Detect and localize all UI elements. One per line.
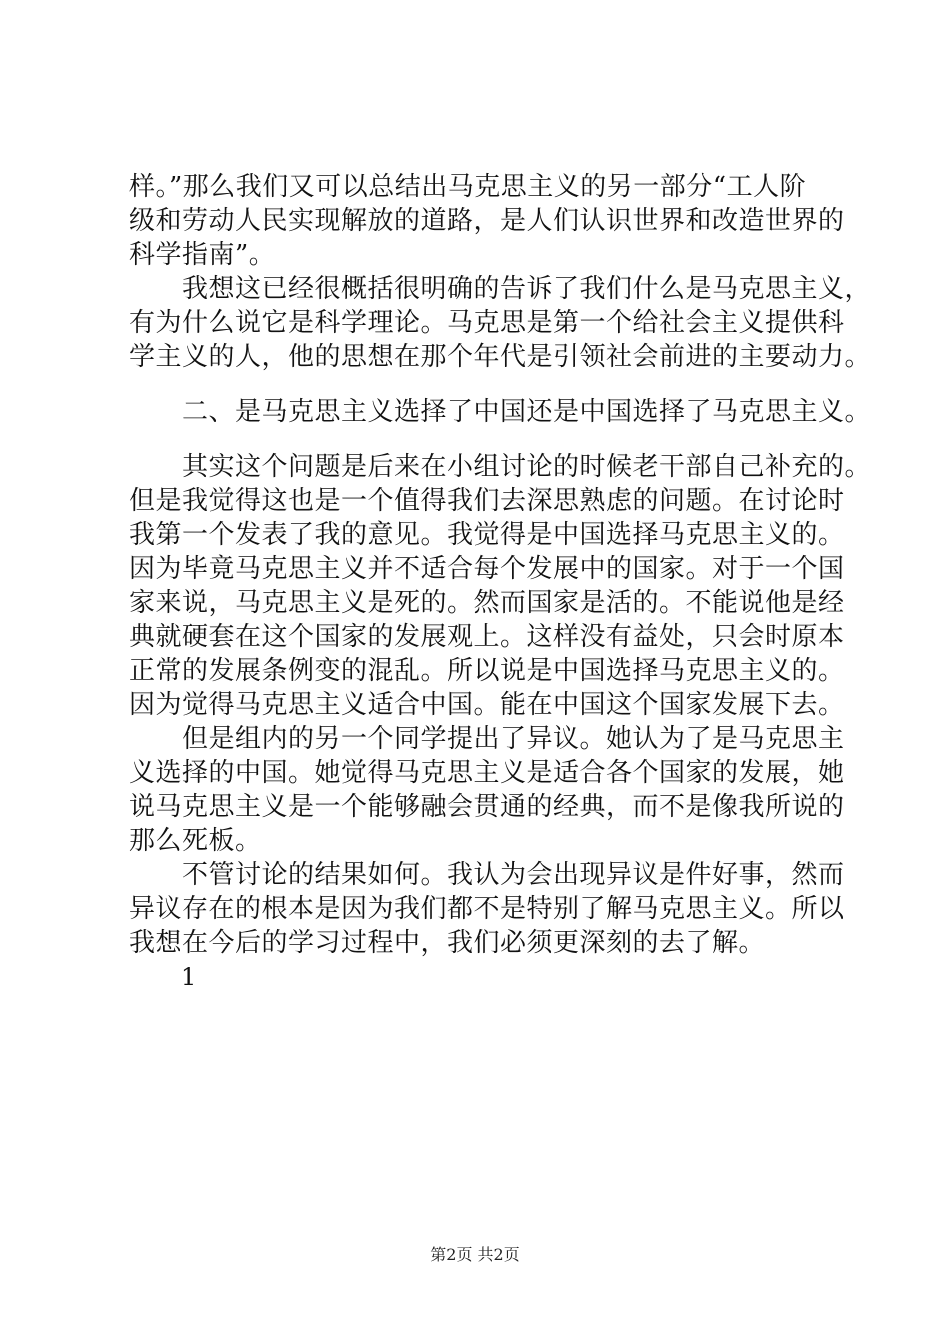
text-line: 我想在今后的学习过程中，我们必须更深刻的去了解。 (129, 928, 766, 958)
text-line: 异议存在的根本是因为我们都不是特别了解马克思主义。所以 (129, 894, 845, 924)
text-line: 不管讨论的结果如何。我认为会出现异议是件好事，然而 (129, 860, 845, 890)
document-body (129, 170, 872, 994)
text-line: 因为毕竟马克思主义并不适合每个发展中的国家。对于一个国 (129, 554, 845, 584)
text-line: 科学指南”。 (129, 240, 276, 270)
paragraph-gap (129, 429, 849, 450)
text-line: 义选择的中国。她觉得马克思主义是适合各个国家的发展，她 (129, 758, 845, 788)
text-line: 那么死板。 (129, 826, 262, 856)
text-line: 正常的发展条例变的混乱。所以说是中国选择马克思主义的。 (129, 656, 845, 686)
text-line: 有为什么说它是科学理论。马克思是第一个给社会主义提供科 (129, 308, 845, 338)
section-heading: 二、是马克思主义选择了中国还是中国选择了马克思主义。 (129, 397, 872, 427)
page-footer: 第2页 共2页 (430, 1245, 520, 1264)
text-line: 样。”那么我们又可以总结出马克思主义的另一部分“工人阶 (129, 172, 807, 202)
text-line: 其实这个问题是后来在小组讨论的时候老干部自己补充的。 (129, 452, 872, 482)
text-line: 说马克思主义是一个能够融会贯通的经典，而不是像我所说的 (129, 792, 845, 822)
text-line: 典就硬套在这个国家的发展观上。这样没有益处，只会时原本 (129, 622, 845, 652)
text-line: 学主义的人，他的思想在那个年代是引领社会前进的主要动力。 (129, 342, 872, 372)
text-line: 因为觉得马克思主义适合中国。能在中国这个国家发展下去。 (129, 690, 845, 720)
text-line: 级和劳动人民实现解放的道路，是人们认识世界和改造世界的 (129, 206, 845, 236)
inline-page-mark: 1 (181, 963, 197, 991)
text-line: 我第一个发表了我的意见。我觉得是中国选择马克思主义的。 (129, 520, 845, 550)
text-line: 我想这已经很概括很明确的告诉了我们什么是马克思主义， (129, 274, 872, 304)
paragraph-gap (129, 374, 849, 395)
text-line: 但是组内的另一个同学提出了异议。她认为了是马克思主 (129, 724, 845, 754)
text-line: 家来说，马克思主义是死的。然而国家是活的。不能说他是经 (129, 588, 845, 618)
text-line: 但是我觉得这也是一个值得我们去深思熟虑的问题。在讨论时 (129, 486, 845, 516)
